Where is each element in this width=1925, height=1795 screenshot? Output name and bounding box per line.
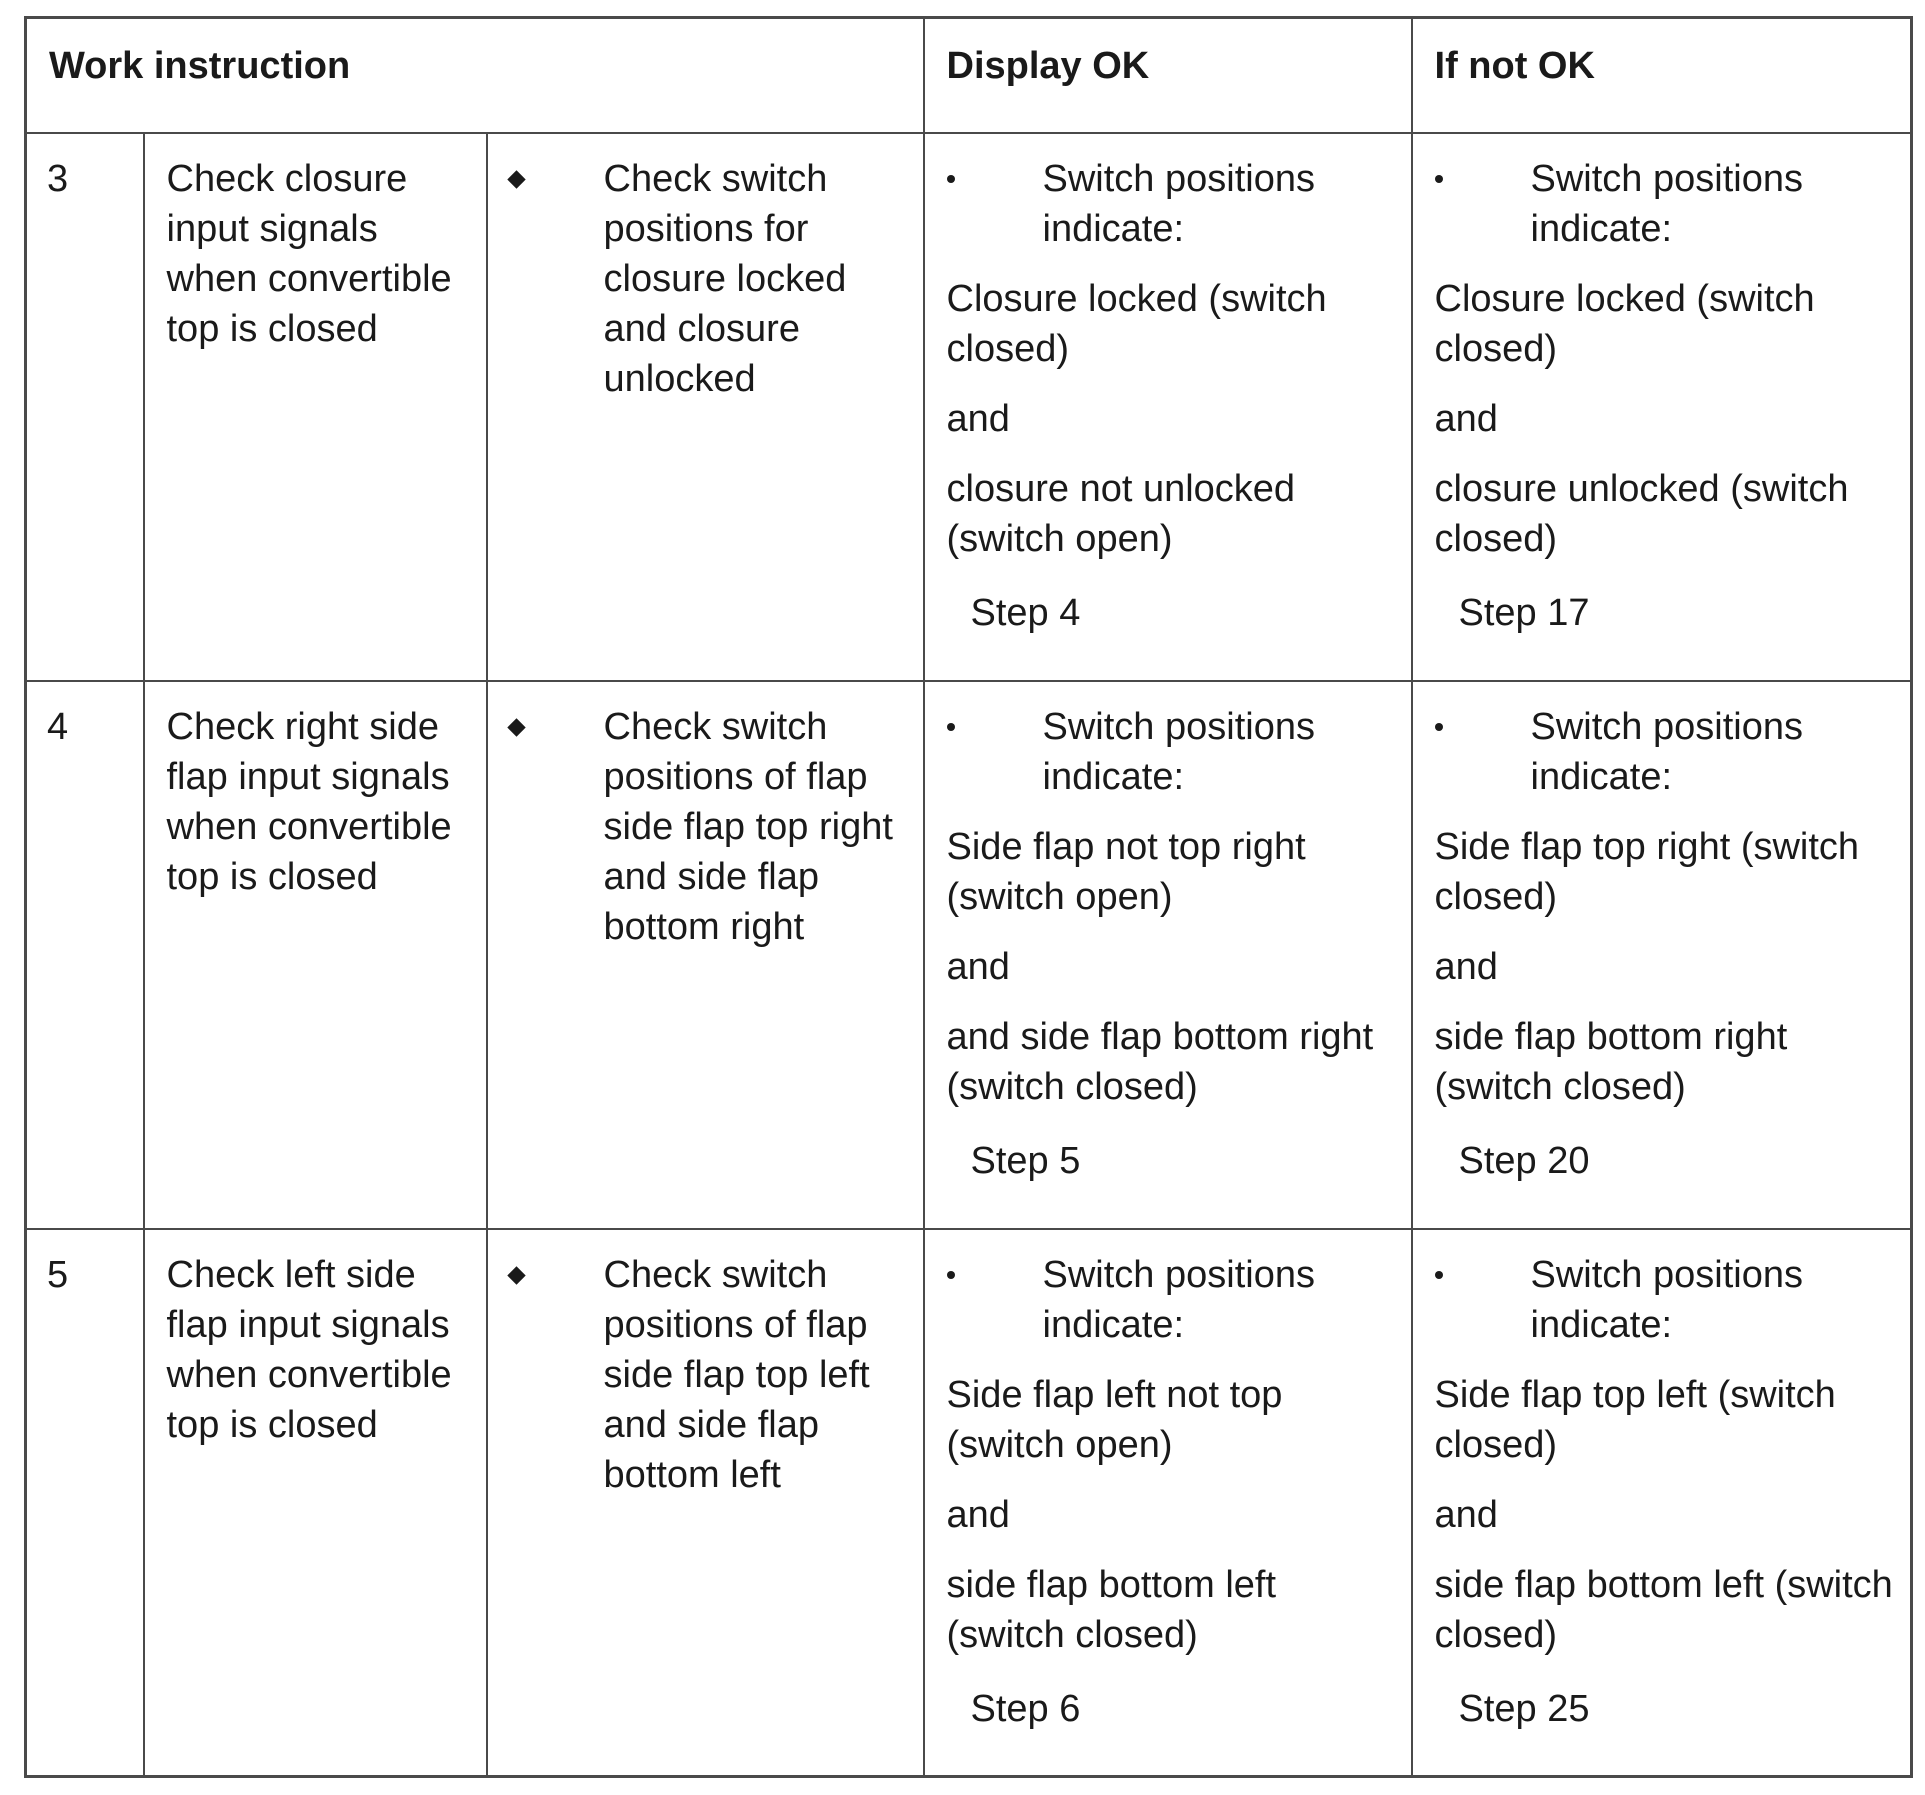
conjunction: and	[1434, 1493, 1498, 1536]
display-ok-cell	[924, 1229, 1412, 1777]
table-row	[26, 1229, 1912, 1777]
diamond-bullet-icon	[507, 1266, 525, 1284]
bullet-text: Switch positions indicate:	[1042, 157, 1315, 250]
bullet-dot-icon	[947, 1271, 955, 1279]
step-number: 5	[26, 1229, 144, 1777]
bullet-item	[1435, 702, 1897, 802]
diamond-bullet-icon	[507, 170, 525, 188]
bullet-item	[947, 1250, 1397, 1350]
condition-line: Closure locked (switch closed)	[1434, 277, 1815, 370]
bullet-text: Switch positions indicate:	[1530, 1253, 1803, 1346]
step-number: 4	[26, 681, 144, 1229]
bullet-item	[947, 702, 1397, 802]
bullet-item	[1435, 154, 1897, 254]
next-step: Step 17	[1458, 591, 1590, 634]
condition-line: and side flap bottom right (switch closed)	[946, 1015, 1374, 1108]
sub-check-cell	[487, 681, 924, 1229]
bullet-dot-icon	[1435, 175, 1443, 183]
conjunction: and	[946, 397, 1010, 440]
bullet-dot-icon	[947, 723, 955, 731]
condition-line: closure not unlocked (switch open)	[946, 467, 1296, 560]
check-description: Check left side flap input signals when convertible top is closed	[144, 1229, 487, 1777]
header-row	[26, 18, 1912, 133]
condition-line: closure unlocked (switch closed)	[1434, 467, 1849, 560]
step-number: 3	[26, 133, 144, 681]
bullet-item	[1435, 1250, 1897, 1350]
condition-line: Closure locked (switch closed)	[946, 277, 1327, 370]
bullet-item	[947, 154, 1397, 254]
condition-line: Side flap not top right (switch open)	[946, 825, 1306, 918]
conjunction: and	[1434, 945, 1498, 988]
condition-line: Side flap top right (switch closed)	[1434, 825, 1860, 918]
next-step: Step 6	[970, 1687, 1081, 1730]
check-description: Check closure input signals when convertible top is closed	[144, 133, 487, 681]
next-step: Step 20	[1458, 1139, 1590, 1182]
work-instruction-table	[24, 16, 1913, 1778]
bullet-dot-icon	[947, 175, 955, 183]
sub-check-text: Check switch positions of flap side flap top left and side flap bottom left	[603, 1253, 870, 1496]
if-not-ok-header: If not OK	[1412, 18, 1912, 133]
bullet-text: Switch positions indicate:	[1042, 705, 1315, 798]
display-ok-header: Display OK	[924, 18, 1412, 133]
work-instruction-header: Work instruction	[26, 18, 924, 133]
diamond-bullet-icon	[507, 718, 525, 736]
sub-check-text: Check switch positions of flap side flap top right and side flap bottom right	[603, 705, 893, 948]
display-ok-cell	[924, 133, 1412, 681]
sub-check-cell	[487, 1229, 924, 1777]
next-step: Step 5	[970, 1139, 1081, 1182]
bullet-text: Switch positions indicate:	[1042, 1253, 1315, 1346]
table-row	[26, 133, 1912, 681]
display-ok-cell	[924, 681, 1412, 1229]
check-description: Check right side flap input signals when convertible top is closed	[144, 681, 487, 1229]
sub-check-cell	[487, 133, 924, 681]
table-row	[26, 681, 1912, 1229]
condition-line: side flap bottom left (switch closed)	[1434, 1563, 1893, 1656]
sub-check-text: Check switch positions for closure locked and closure unlocked	[603, 157, 847, 400]
next-step: Step 4	[970, 591, 1081, 634]
bullet-text: Switch positions indicate:	[1530, 157, 1803, 250]
bullet-dot-icon	[1435, 723, 1443, 731]
condition-line: side flap bottom left (switch closed)	[946, 1563, 1277, 1656]
next-step: Step 25	[1458, 1687, 1590, 1730]
conjunction: and	[946, 945, 1010, 988]
if-not-ok-cell	[1412, 1229, 1912, 1777]
conjunction: and	[1434, 397, 1498, 440]
condition-line: Side flap left not top (switch open)	[946, 1373, 1283, 1466]
bullet-dot-icon	[1435, 1271, 1443, 1279]
bullet-text: Switch positions indicate:	[1530, 705, 1803, 798]
if-not-ok-cell	[1412, 681, 1912, 1229]
condition-line: Side flap top left (switch closed)	[1434, 1373, 1836, 1466]
if-not-ok-cell	[1412, 133, 1912, 681]
conjunction: and	[946, 1493, 1010, 1536]
condition-line: side flap bottom right (switch closed)	[1434, 1015, 1788, 1108]
